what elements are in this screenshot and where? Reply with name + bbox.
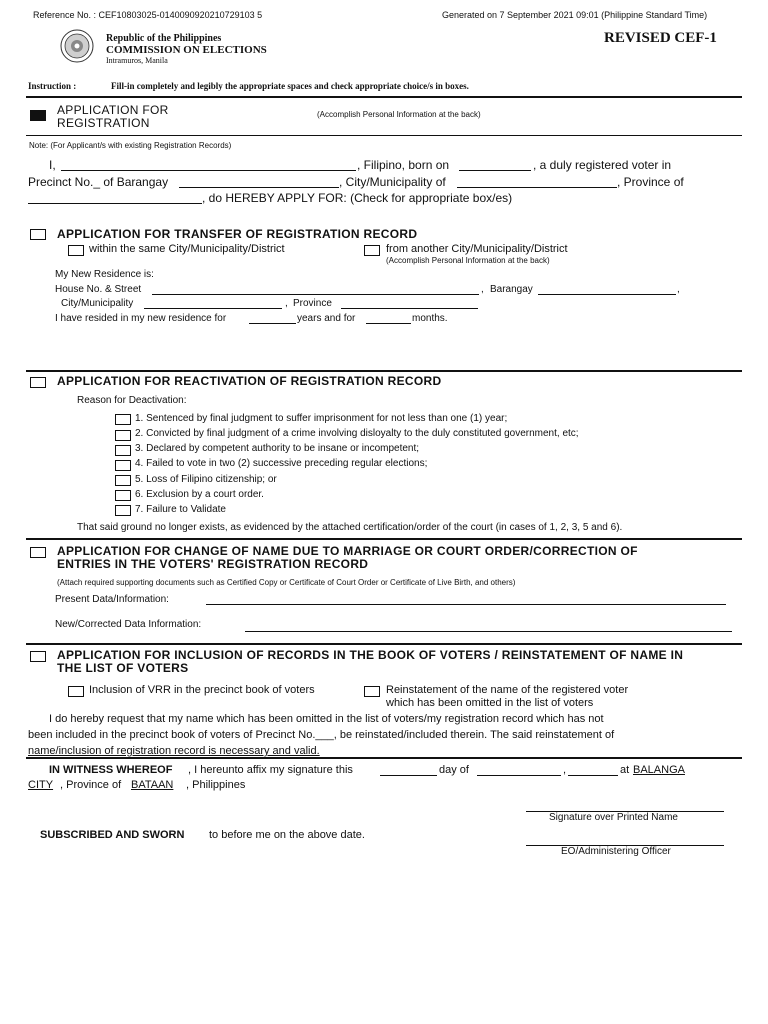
signature-label: Signature over Printed Name xyxy=(549,812,678,823)
transfer-opt2-label: from another City/Municipality/District xyxy=(386,243,568,255)
witness-year-field[interactable] xyxy=(568,775,618,776)
reason-6-checkbox[interactable] xyxy=(115,490,131,501)
change-name-divider xyxy=(26,643,742,645)
reactivation-footer: That said ground no longer exists, as evidenced by the attached certification/order of the court (in cases of 1, 2, 3, 5 and 6). xyxy=(77,522,623,533)
new-data-field[interactable] xyxy=(245,631,732,632)
change-name-attach-note: (Attach required supporting documents such as Certified Copy or Certificate of Court Order or Certificate of Live Birth, and others) xyxy=(57,578,516,587)
reason-6-label: 6. Exclusion by a court order. xyxy=(135,489,264,500)
inclusion-title-2: THE LIST OF VOTERS xyxy=(57,661,189,675)
change-name-title-2: ENTRIES IN THE VOTERS' REGISTRATION RECORD xyxy=(57,557,369,571)
reg-line1-c: , a duly registered voter in xyxy=(533,158,672,172)
house-field[interactable] xyxy=(152,294,479,295)
transfer-checkbox[interactable] xyxy=(30,229,46,240)
transfer-province-label: Province xyxy=(293,298,332,309)
inclusion-para-2: been included in the precinct book of voters of Precinct No.___, be reinstated/included therein. The said reinstatement of xyxy=(28,729,615,741)
house-label: House No. & Street xyxy=(55,284,142,295)
reason-2-checkbox[interactable] xyxy=(115,430,131,441)
reason-1-label: 1. Sentenced by final judgment to suffer imprisonment for not less than one (1) year; xyxy=(135,413,508,424)
resided-c: months. xyxy=(412,313,448,324)
reactivation-title: APPLICATION FOR REACTIVATION OF REGISTRATION RECORD xyxy=(57,374,442,388)
resided-a: I have resided in my new residence for xyxy=(55,313,227,324)
transfer-barangay-label: Barangay xyxy=(490,284,533,295)
transfer-same-city-checkbox[interactable] xyxy=(68,245,84,256)
barangay-field[interactable] xyxy=(179,187,339,188)
registration-title-1: APPLICATION FOR xyxy=(57,103,169,117)
instruction-text: Fill-in completely and legibly the appropriate spaces and check appropriate choice/s in boxes. xyxy=(111,81,469,91)
transfer-divider xyxy=(26,370,742,372)
reason-4-checkbox[interactable] xyxy=(115,460,131,471)
inclusion-opt1-label: Inclusion of VRR in the precinct book of voters xyxy=(89,684,315,696)
reg-line2-c: , Province of xyxy=(617,175,684,189)
location-text: Intramuros, Manila xyxy=(106,56,168,65)
reg-line2-b: , City/Municipality of xyxy=(339,175,446,189)
barangay-comma: , xyxy=(481,284,484,295)
registration-checkbox[interactable] xyxy=(30,110,46,121)
name-field[interactable] xyxy=(61,170,356,171)
inclusion-checkbox[interactable] xyxy=(30,651,46,662)
transfer-title: APPLICATION FOR TRANSFER OF REGISTRATION RECORD xyxy=(57,227,418,241)
inclusion-title-1: APPLICATION FOR INCLUSION OF RECORDS IN THE BOOK OF VOTERS / REINSTATEMENT OF NAME IN xyxy=(57,648,684,662)
header-divider xyxy=(26,96,742,98)
generated-timestamp: Generated on 7 September 2021 09:01 (Philippine Standard Time) xyxy=(442,10,708,20)
registration-divider xyxy=(26,135,742,136)
reason-3-checkbox[interactable] xyxy=(115,445,131,456)
new-residence-label: My New Residence is: xyxy=(55,269,154,280)
transfer-opt2-note: (Accomplish Personal Information at the back) xyxy=(386,256,550,265)
witness-month-field[interactable] xyxy=(477,775,561,776)
witness-text-2: day of xyxy=(439,764,469,776)
transfer-opt1-label: within the same City/Municipality/District xyxy=(89,243,285,255)
registration-note: Note: (For Applicant/s with existing Registration Records) xyxy=(29,141,232,150)
inclusion-opt2-line1: Reinstatement of the name of the registered voter xyxy=(386,684,629,696)
inclusion-divider xyxy=(26,757,742,759)
witness-day-field[interactable] xyxy=(380,775,437,776)
reg-line1-b: , Filipino, born on xyxy=(357,158,450,172)
transfer-province-field[interactable] xyxy=(341,308,478,309)
reference-number: Reference No. : CEF10803025-0140090920210729103 5 xyxy=(33,10,263,20)
reg-line2-a: Precinct No._ of Barangay xyxy=(28,175,169,189)
reactivation-divider xyxy=(26,538,742,540)
inclusion-para-3: name/inclusion of registration record is necessary and valid. xyxy=(28,745,320,757)
witness-text-3: , xyxy=(563,764,567,776)
reason-7-checkbox[interactable] xyxy=(115,505,131,516)
witness-text-4: at xyxy=(620,764,630,776)
reason-1-checkbox[interactable] xyxy=(115,414,131,425)
sworn-text: to before me on the above date. xyxy=(209,829,365,841)
transfer-city-label: City/Municipality xyxy=(61,298,134,309)
barangay-comma-2: , xyxy=(677,284,680,295)
reason-7-label: 7. Failure to Validate xyxy=(135,504,226,515)
birthdate-field[interactable] xyxy=(459,170,531,171)
change-name-checkbox[interactable] xyxy=(30,547,46,558)
city-field[interactable] xyxy=(457,187,617,188)
officer-label: EO/Administering Officer xyxy=(561,846,671,857)
transfer-another-city-checkbox[interactable] xyxy=(364,245,380,256)
inclusion-vrr-checkbox[interactable] xyxy=(68,686,84,697)
resided-b: years and for xyxy=(297,313,356,324)
city-comma: , xyxy=(285,298,288,309)
reason-3-label: 3. Declared by competent authority to be insane or incompetent; xyxy=(135,443,420,454)
change-name-title-1: APPLICATION FOR CHANGE OF NAME DUE TO MARRIAGE OR COURT ORDER/CORRECTION OF xyxy=(57,544,638,558)
reason-2-label: 2. Convicted by final judgment of a crime involving disloyalty to the duly constituted government, etc; xyxy=(135,428,579,439)
reinstatement-checkbox[interactable] xyxy=(364,686,380,697)
reg-line3: , do HEREBY APPLY FOR: (Check for appropriate box/es) xyxy=(202,191,513,205)
years-field[interactable] xyxy=(249,323,296,324)
present-data-field[interactable] xyxy=(206,604,726,605)
province-field[interactable] xyxy=(28,203,202,204)
reactivation-checkbox[interactable] xyxy=(30,377,46,388)
comelec-seal-icon xyxy=(60,29,94,63)
registration-back-note: (Accomplish Personal Information at the back) xyxy=(317,110,481,119)
witness-city-value-2: CITY xyxy=(28,779,54,791)
witness-province-text: , Province of xyxy=(60,779,122,791)
commission-text: COMMISSION ON ELECTIONS xyxy=(106,44,267,56)
registration-title-2: REGISTRATION xyxy=(57,116,150,130)
present-data-label: Present Data/Information: xyxy=(55,594,169,605)
witness-philippines: , Philippines xyxy=(186,779,246,791)
months-field[interactable] xyxy=(366,323,411,324)
inclusion-para-1: I do hereby request that my name which has been omitted in the list of voters/my registration record which has not xyxy=(49,713,604,725)
reason-4-label: 4. Failed to vote in two (2) successive preceding regular elections; xyxy=(135,458,428,469)
republic-text: Republic of the Philippines xyxy=(106,33,222,44)
witness-text-1: , I hereunto affix my signature this xyxy=(188,764,353,776)
instruction-label: Instruction : xyxy=(28,81,77,91)
new-data-label: New/Corrected Data Information: xyxy=(55,619,202,630)
witness-city-value: BALANGA xyxy=(633,764,685,776)
reason-label: Reason for Deactivation: xyxy=(77,395,187,406)
reg-line1-a: I, xyxy=(49,158,56,172)
transfer-city-field[interactable] xyxy=(144,308,282,309)
witness-bold: IN WITNESS WHEREOF xyxy=(49,764,173,776)
reason-5-label: 5. Loss of Filipino citizenship; or xyxy=(135,474,277,485)
form-title: REVISED CEF-1 xyxy=(604,30,717,46)
inclusion-opt2-line2: which has been omitted in the list of voters xyxy=(386,697,594,709)
sworn-bold: SUBSCRIBED AND SWORN xyxy=(40,829,185,841)
witness-province-value: BATAAN xyxy=(131,779,174,791)
reason-5-checkbox[interactable] xyxy=(115,475,131,486)
transfer-barangay-field[interactable] xyxy=(538,294,676,295)
